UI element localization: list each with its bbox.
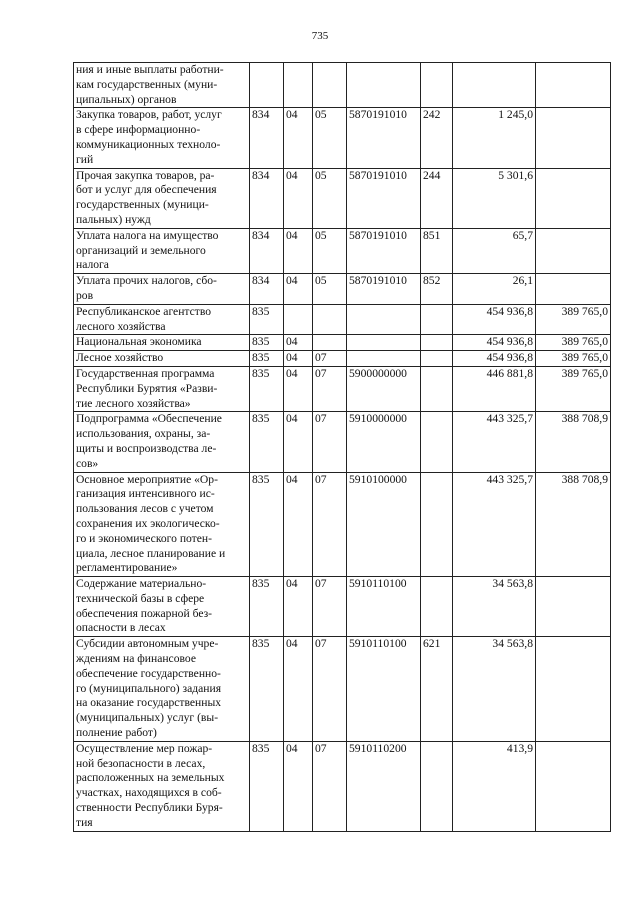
cell-sum-2: 389 765,0 [536,366,611,411]
cell-vr [421,335,453,351]
cell-csr: 5870191010 [347,108,421,168]
table-row [74,228,611,273]
cell-ved [250,63,284,108]
cell-ved: 835 [250,577,284,637]
cell-sum-2 [536,63,611,108]
cell-csr: 5910000000 [347,412,421,472]
cell-sum-2: 388 708,9 [536,412,611,472]
cell-rz: 04 [284,274,313,305]
cell-sum-2 [536,228,611,273]
cell-sum-2 [536,108,611,168]
cell-vr: 852 [421,274,453,305]
table-row [74,304,611,335]
cell-rz: 04 [284,741,313,831]
cell-rz: 04 [284,412,313,472]
cell-sum-1: 446 881,8 [453,366,536,411]
cell-sum-1: 26,1 [453,274,536,305]
cell-pr: 05 [313,108,347,168]
cell-name: Основное мероприятие «Ор- ганизация интенсивного ис- пользования лесов с учетом сохранения их экологическо- го и экономического потен- циала, лесное планирование и регламентирование» [74,472,250,577]
cell-sum-1: 454 936,8 [453,351,536,367]
cell-sum-2 [536,741,611,831]
cell-name: Уплата налога на имущество организаций и земельного налога [74,228,250,273]
cell-sum-2 [536,637,611,742]
cell-pr: 05 [313,274,347,305]
cell-sum-1: 454 936,8 [453,335,536,351]
cell-sum-1: 1 245,0 [453,108,536,168]
table-row [74,637,611,742]
cell-csr: 5870191010 [347,228,421,273]
cell-ved: 835 [250,472,284,577]
cell-csr [347,63,421,108]
table-row [74,108,611,168]
cell-sum-2 [536,274,611,305]
cell-sum-2: 389 765,0 [536,351,611,367]
cell-ved: 835 [250,412,284,472]
table-row [74,472,611,577]
cell-sum-2 [536,577,611,637]
cell-sum-2: 388 708,9 [536,472,611,577]
table-row [74,63,611,108]
cell-rz: 04 [284,228,313,273]
cell-vr [421,472,453,577]
cell-csr: 5910110100 [347,577,421,637]
cell-pr: 07 [313,637,347,742]
table-row [74,577,611,637]
cell-sum-1: 454 936,8 [453,304,536,335]
table-row [74,335,611,351]
table-row [74,741,611,831]
cell-name: Уплата прочих налогов, сбо- ров [74,274,250,305]
cell-rz: 04 [284,472,313,577]
cell-sum-1: 443 325,7 [453,412,536,472]
cell-sum-1: 443 325,7 [453,472,536,577]
cell-vr: 242 [421,108,453,168]
cell-vr [421,741,453,831]
cell-vr [421,351,453,367]
cell-vr [421,412,453,472]
cell-vr [421,577,453,637]
cell-rz: 04 [284,351,313,367]
cell-ved: 835 [250,741,284,831]
table-row [74,412,611,472]
cell-sum-1: 413,9 [453,741,536,831]
table-row [74,168,611,228]
cell-ved: 835 [250,366,284,411]
cell-rz: 04 [284,637,313,742]
cell-rz: 04 [284,335,313,351]
table-row [74,351,611,367]
cell-vr [421,304,453,335]
cell-pr: 07 [313,577,347,637]
cell-pr: 07 [313,741,347,831]
cell-csr: 5870191010 [347,168,421,228]
cell-name: Государственная программа Республики Бурятия «Разви- тие лесного хозяйства» [74,366,250,411]
cell-ved: 834 [250,274,284,305]
cell-pr: 05 [313,228,347,273]
cell-name: Закупка товаров, работ, услуг в сфере информационно- коммуникационных техноло- гий [74,108,250,168]
cell-csr [347,351,421,367]
cell-csr: 5870191010 [347,274,421,305]
page-number: 735 [311,30,329,42]
cell-ved: 835 [250,351,284,367]
cell-name: Осуществление мер пожар- ной безопасности в лесах, расположенных на земельных участках, находящихся в соб- ственности Республики Буря- тия [74,741,250,831]
cell-name: Лесное хозяйство [74,351,250,367]
table-row [74,274,611,305]
cell-csr: 5910110100 [347,637,421,742]
table-row [74,366,611,411]
cell-rz: 04 [284,168,313,228]
cell-ved: 835 [250,637,284,742]
cell-sum-1 [453,63,536,108]
cell-pr [313,335,347,351]
cell-ved: 834 [250,108,284,168]
table-body [74,63,611,832]
cell-csr [347,335,421,351]
cell-pr: 05 [313,168,347,228]
cell-csr: 5910100000 [347,472,421,577]
cell-ved: 834 [250,168,284,228]
cell-pr [313,304,347,335]
cell-csr [347,304,421,335]
cell-sum-1: 34 563,8 [453,577,536,637]
budget-table [73,62,611,832]
cell-rz: 04 [284,108,313,168]
cell-name: Субсидии автономным учре- ждениям на финансовое обеспечение государственно- го (муниципального) задания на оказание государственных (муниципальных) услуг (вы- полнение работ) [74,637,250,742]
cell-sum-2 [536,168,611,228]
cell-ved: 834 [250,228,284,273]
cell-sum-2: 389 765,0 [536,304,611,335]
cell-rz [284,63,313,108]
cell-sum-1: 5 301,6 [453,168,536,228]
cell-name: Прочая закупка товаров, ра- бот и услуг для обеспечения государственных (муници- пальных) нужд [74,168,250,228]
cell-rz: 04 [284,366,313,411]
cell-ved: 835 [250,304,284,335]
cell-sum-1: 65,7 [453,228,536,273]
cell-rz [284,304,313,335]
cell-rz: 04 [284,577,313,637]
cell-ved: 835 [250,335,284,351]
cell-name: Республиканское агентство лесного хозяйства [74,304,250,335]
cell-name: Содержание материально- технической базы в сфере обеспечения пожарной без- опасности в лесах [74,577,250,637]
cell-vr [421,366,453,411]
cell-csr: 5910110200 [347,741,421,831]
cell-pr: 07 [313,366,347,411]
cell-pr: 07 [313,472,347,577]
cell-pr [313,63,347,108]
cell-name: Национальная экономика [74,335,250,351]
cell-vr: 244 [421,168,453,228]
cell-pr: 07 [313,351,347,367]
cell-sum-1: 34 563,8 [453,637,536,742]
cell-vr: 621 [421,637,453,742]
cell-sum-2: 389 765,0 [536,335,611,351]
cell-name: Подпрограмма «Обеспечение использования, охраны, за- щиты и воспроизводства ле- сов» [74,412,250,472]
cell-vr: 851 [421,228,453,273]
cell-pr: 07 [313,412,347,472]
cell-name: ния и иные выплаты работни- кам государственных (муни- ципальных) органов [74,63,250,108]
cell-vr [421,63,453,108]
cell-csr: 5900000000 [347,366,421,411]
